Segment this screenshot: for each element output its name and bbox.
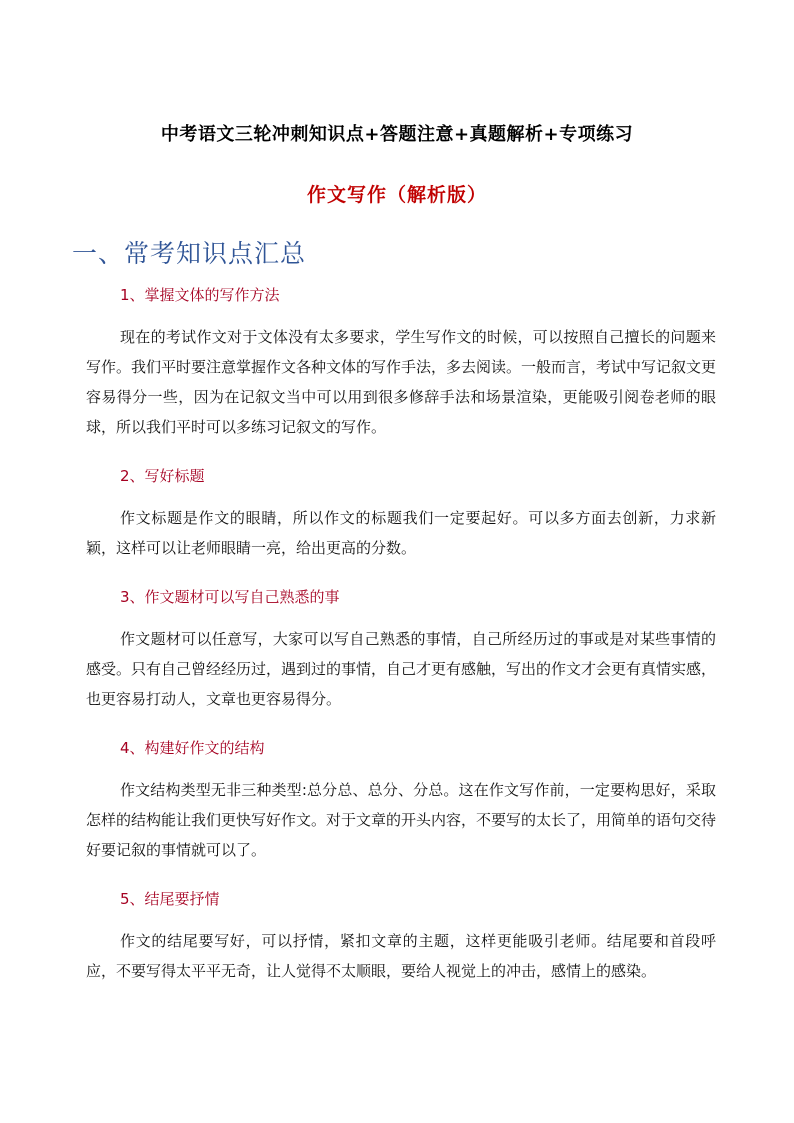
topic-item xyxy=(86,586,716,714)
topic-body: 作文结构类型无非三种类型:总分总、总分、分总。这在作文写作前，一定要构思好，采取怎样的结构能让我们更快写好作文。对于文章的开头内容，不要写的太长了，用简单的语句交待好要记叙的事情就可以了。 xyxy=(86,781,717,859)
topic-body: 作文的结尾要写好，可以抒情，紧扣文章的主题，这样更能吸引老师。结尾要和首段呼应，不要写得太平平无奇，让人觉得不太顺眼，要给人视觉上的冲击，感情上的感染。 xyxy=(86,932,716,980)
topic-item xyxy=(86,284,716,442)
topic-body: 作文标题是作文的眼睛，所以作文的标题我们一定要起好。可以多方面去创新，力求新颖，这样可以让老师眼睛一亮，给出更高的分数。 xyxy=(86,509,716,557)
topic-item xyxy=(86,737,716,865)
topic-body: 作文题材可以任意写，大家可以写自己熟悉的事情，自己所经历过的事或是对某些事情的感受。只有自己曾经经历过，遇到过的事情，自己才更有感触，写出的作文才会更有真情实感，也更容易打动人，文章也更容易得分。 xyxy=(86,630,717,708)
topic-title: 5、结尾要抒情 xyxy=(120,890,220,908)
topics-list xyxy=(86,284,716,986)
topic-title: 2、写好标题 xyxy=(120,467,205,485)
document-subtitle: 作文写作（解析版） xyxy=(306,184,487,206)
topic-title: 3、作文题材可以写自己熟悉的事 xyxy=(120,588,340,606)
document-title: 中考语文三轮冲刺知识点+答题注意+真题解析+专项练习 xyxy=(160,124,634,145)
topic-item xyxy=(86,465,716,563)
topic-title: 4、构建好作文的结构 xyxy=(120,739,265,757)
section-heading: 一、常考知识点汇总 xyxy=(72,239,307,268)
topic-item xyxy=(86,888,716,986)
topic-title: 1、掌握文体的写作方法 xyxy=(120,286,280,304)
topic-body: 现在的考试作文对于文体没有太多要求，学生写作文的时候，可以按照自己擅长的问题来写作。我们平时要注意掌握作文各种文体的写作手法，多去阅读。一般而言，考试中写记叙文更容易得分一些，因为在记叙文当中可以用到很多修辞手法和场景渲染，更能吸引阅卷老师的眼球，所以我们平时可以多练习记叙文的写作。 xyxy=(86,328,717,436)
